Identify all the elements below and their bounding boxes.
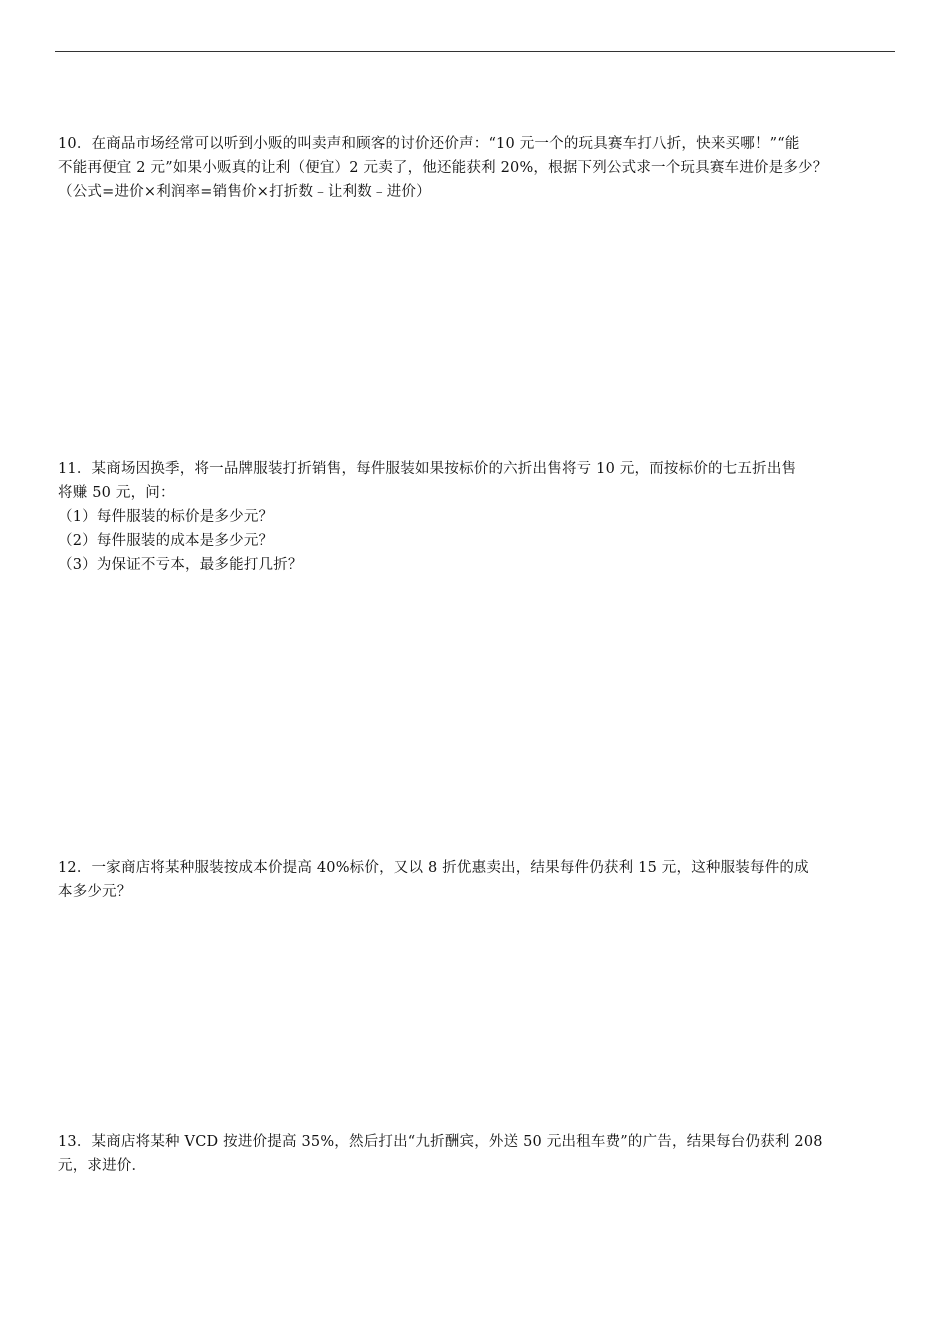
question-12-line-1: 12．一家商店将某种服装按成本价提高 40%标价，又以 8 折优惠卖出，结果每件仍获利 15 元，这种服装每件的成 xyxy=(58,860,809,876)
question-12 xyxy=(58,856,896,904)
question-10-line-1: 10．在商品市场经常可以听到小贩的叫卖声和顾客的讨价还价声：“10 元一个的玩具赛车打八折，快来买哪！”“能 xyxy=(58,136,800,152)
question-12-line-2: 本多少元？ xyxy=(58,884,132,900)
question-11-part-3: （3）为保证不亏本，最多能打几折？ xyxy=(58,557,303,573)
question-11-part-2: （2）每件服装的成本是多少元？ xyxy=(58,533,274,549)
question-13 xyxy=(58,1130,896,1178)
question-10-line-2: 不能再便宜 2 元”如果小贩真的让利（便宜）2 元卖了，他还能获利 20%，根据下列公式求一个玩具赛车进价是多少？ xyxy=(58,160,828,176)
question-11-line-1: 11．某商场因换季，将一品牌服装打折销售，每件服装如果按标价的六折出售将亏 10 元，而按标价的七五折出售 xyxy=(58,461,797,477)
question-10-line-3: （公式=进价×利润率=销售价×打折数﹣让利数﹣进价） xyxy=(58,184,431,200)
header-rule xyxy=(55,51,895,52)
question-11-line-2: 将赚 50 元，问： xyxy=(58,485,175,501)
question-11 xyxy=(58,457,896,577)
question-13-line-1: 13．某商店将某种 VCD 按进价提高 35%，然后打出“九折酬宾，外送 50 元出租车费”的广告，结果每台仍获利 208 xyxy=(58,1134,823,1150)
question-11-part-1: （1）每件服装的标价是多少元？ xyxy=(58,509,274,525)
question-10 xyxy=(58,132,896,204)
question-13-line-2: 元，求进价． xyxy=(58,1158,147,1174)
